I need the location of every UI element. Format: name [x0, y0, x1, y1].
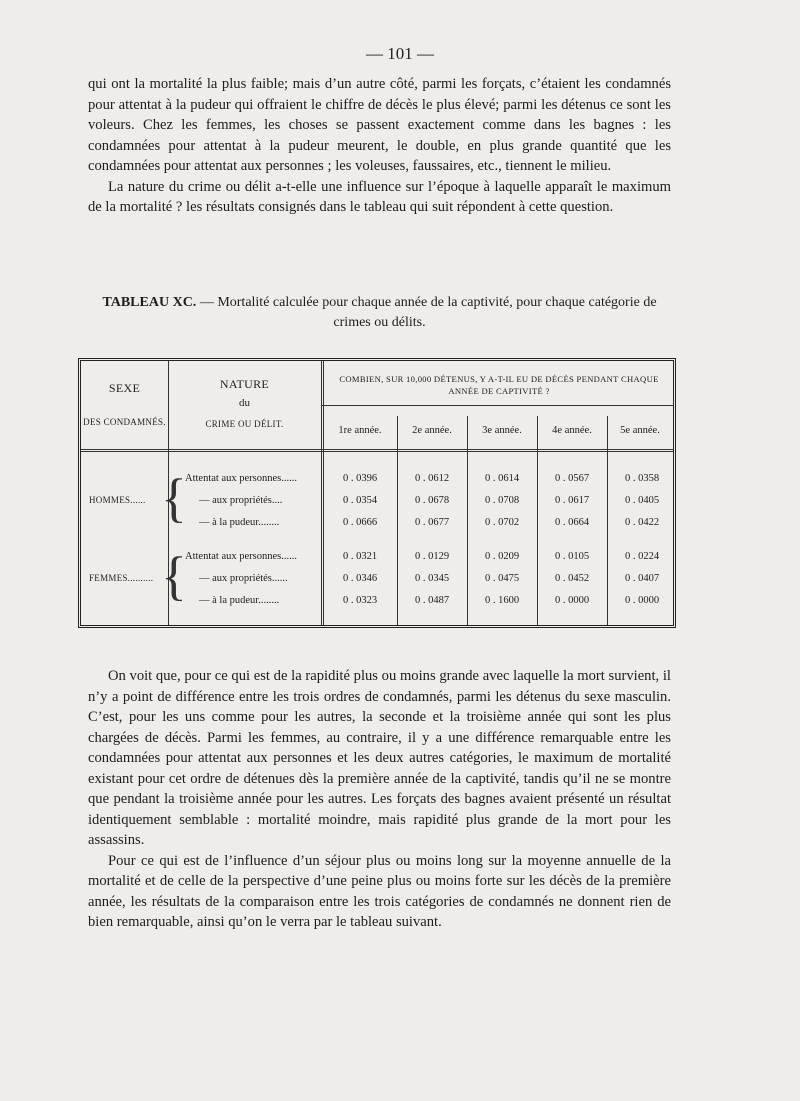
column-rule	[321, 361, 324, 625]
table-caption-text: — Mortalité calculée pour chaque année de la captivité, pour chaque catégorie de crimes ou délits.	[196, 295, 657, 330]
table-cell: 0 . 0677	[414, 517, 450, 528]
row-label: — aux propriétés....	[199, 495, 283, 506]
table-cell: 0 . 0354	[342, 495, 378, 506]
table-cell: 0 . 0614	[484, 473, 520, 484]
table-cell: 0 . 0612	[414, 473, 450, 484]
table-cell: 0 . 0396	[342, 473, 378, 484]
body-text-top	[88, 74, 671, 218]
table-cell: 0 . 0422	[624, 517, 660, 528]
table-cell: 0 . 0209	[484, 551, 520, 562]
table-cell: 0 . 0664	[554, 517, 590, 528]
table-cell: 0 . 0678	[414, 495, 450, 506]
table-cell: 0 . 0452	[554, 573, 590, 584]
row-label: Attentat aux personnes......	[185, 551, 297, 562]
table-caption-label: TABLEAU XC.	[102, 295, 197, 310]
table-cell: 0 . 0475	[484, 573, 520, 584]
header-year-4: 4e année.	[552, 425, 592, 436]
header-rule	[321, 405, 673, 406]
header-year-2: 2e année.	[412, 425, 452, 436]
table-cell: 0 . 0345	[414, 573, 450, 584]
header-des-condamnes: DES CONDAMNÉS.	[83, 417, 166, 427]
table-cell: 0 . 0105	[554, 551, 590, 562]
table-cell: 0 . 0708	[484, 495, 520, 506]
group-label-hommes: HOMMES......	[89, 495, 146, 505]
paragraph: Pour ce qui est de l’influence d’un séjour plus ou moins long sur la moyenne annuelle de la mortalité et de celle de la perspective d’une peine plus ou moins forte sur les décès de la première année, les résultats de la comparaison entre les trois catégories de condamnés ne donnent rien de bien remarquable, ainsi qu’on le verra par le tableau suivant.	[88, 852, 671, 930]
page-number: — 101 —	[366, 44, 434, 63]
table-cell: 0 . 0487	[414, 595, 450, 606]
header-combien: COMBIEN, SUR 10,000 DÉTENUS, Y A-T-IL EU DE DÉCÈS PENDANT CHAQUE ANNÉE DE CAPTIVITÉ ?	[339, 374, 659, 396]
header-rule	[81, 449, 673, 452]
brace-icon: {	[161, 546, 187, 606]
group-label-femmes: FEMMES..........	[89, 573, 154, 583]
brace-icon: {	[161, 468, 187, 528]
table-cell: 0 . 0129	[414, 551, 450, 562]
table-cell: 0 . 0567	[554, 473, 590, 484]
body-text-bottom	[88, 666, 671, 933]
row-label: — aux propriétés......	[199, 573, 288, 584]
table-cell: 0 . 0224	[624, 551, 660, 562]
header-du: du	[239, 397, 250, 409]
table-cell: 0 . 0358	[624, 473, 660, 484]
header-nature: NATURE	[219, 377, 270, 391]
header-sexe: SEXE	[108, 381, 141, 395]
table-cell: 0 . 0323	[342, 595, 378, 606]
table-cell: 0 . 0000	[554, 595, 590, 606]
row-label: — à la pudeur........	[199, 595, 280, 606]
header-year-5: 5e année.	[620, 425, 660, 436]
table-caption	[88, 293, 671, 333]
paragraph: qui ont la mortalité la plus faible; mais d’un autre côté, parmi les forçats, c’étaient les condamnés pour attentat à la pudeur qui offraient le chiffre de décès le plus élevé; parmi les détenus ce sont les voleurs. Chez les femmes, les choses se passent exactement comme dans les bagnes : les condamnées pour attentat à la pudeur meurent, le double, en plus grande quantité que les condamnées pour attentat aux personnes ; les voleuses, faussaires, etc., tiennent le milieu.	[88, 76, 671, 174]
table-cell: 0 . 0000	[624, 595, 660, 606]
table-cell: 0 . 0321	[342, 551, 378, 562]
paragraph: La nature du crime ou délit a-t-elle une influence sur l’époque à laquelle apparaît le maximum de la mortalité ? les résultats consignés dans le tableau qui suit répondent à cette question.	[88, 178, 671, 215]
table-cell: 0 . 0666	[342, 517, 378, 528]
header-crime-ou-delit: CRIME OU DÉLIT.	[205, 419, 284, 429]
table-cell: 0 . 0346	[342, 573, 378, 584]
table-cell: 0 . 0617	[554, 495, 590, 506]
table-cell: 0 . 0407	[624, 573, 660, 584]
table-cell: 0 . 0405	[624, 495, 660, 506]
row-label: — à la pudeur........	[199, 517, 280, 528]
data-table	[78, 358, 676, 628]
paragraph: On voit que, pour ce qui est de la rapidité plus ou moins grande avec laquelle la mort survient, il n’y a point de différence entre les trois ordres de condamnés, parmi les détenus du sexe masculin. C’est, pour les uns comme pour les autres, la seconde et la troisième année qui sont les plus chargées de décès. Parmi les femmes, au contraire, il y a une différence remarquable entre les condamnées pour attentat aux personnes et les deux autres catégories, le maximum de mortalité existant pour cet ordre de détenues dès la première année de la captivité, tandis qu’il ne se montre que pendant la troisième année pour les autres. Les forçats des bagnes avaient présenté un résultat identiquement semblable : mortalité moindre, mais rapidité plus grande de la mort pour les assassins.	[88, 668, 671, 848]
header-year-3: 3e année.	[482, 425, 522, 436]
header-year-1: 1re année.	[338, 425, 382, 436]
row-label: Attentat aux personnes......	[185, 473, 297, 484]
table-cell: 0 . 1600	[484, 595, 520, 606]
table-cell: 0 . 0702	[484, 517, 520, 528]
